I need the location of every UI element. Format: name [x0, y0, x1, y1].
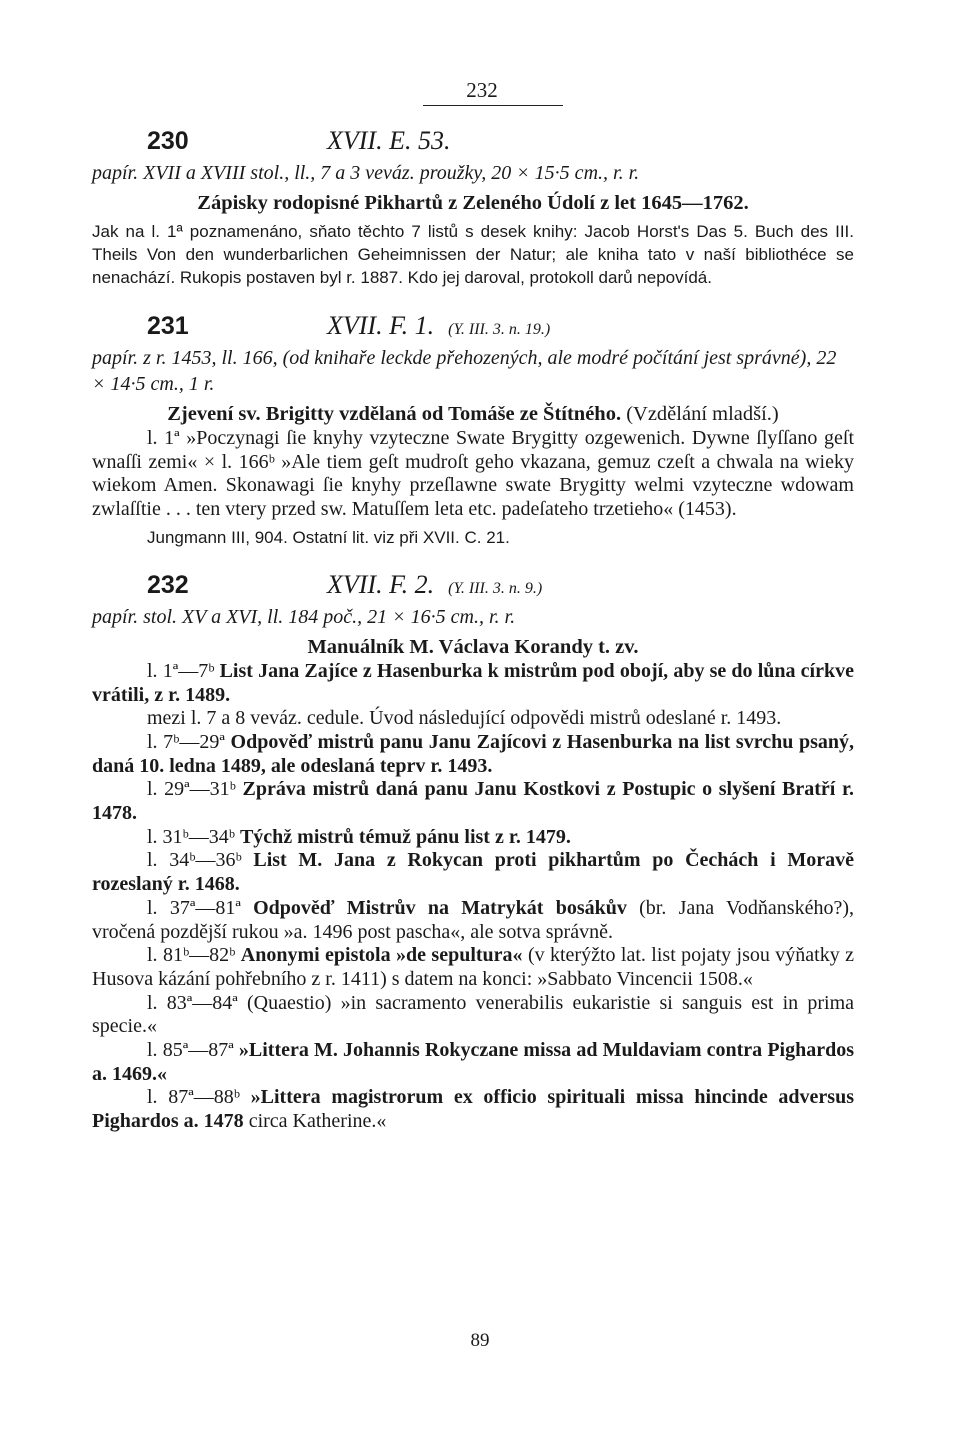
entry-description: Jak na l. 1ª poznamenáno, sňato těchto 7 listů s desek knihy: Jacob Horst's Das 5. Buch des III. Theils Von den wunderbarlichen Geheimnissen der Natur; ale kniha tato v naší bibliothéce se nenachází. Rukopis postaven byl r. 1887. Kdo jej daroval, protokoll darů nepovídá. [92, 222, 854, 287]
item-text: circa Katherine.« [248, 1110, 387, 1133]
item-title: Týchž mistrů témuž pánu list z r. 1479. [239, 825, 571, 848]
entry-signature: XVII. E. 53. [327, 126, 451, 155]
entry-heading [92, 126, 854, 156]
folio-reference: l. 37ª—81ª [147, 896, 254, 919]
folio-reference: l. 31ᵇ—34ᵇ [147, 825, 240, 848]
contents-item [92, 849, 854, 896]
item-title: List M. Jana z Rokycan proti pikhartům po Čechách i Moravě rozeslaný r. 1468. [92, 849, 854, 896]
page-number-bottom: 89 [470, 1330, 490, 1351]
folio-reference: l. 85ª—87ª [147, 1039, 239, 1062]
item-title: Odpověď Mistrův na Matrykát bosákův [253, 896, 640, 919]
entry-material: papír. XVII a XVIII stol., ll., 7 a 3 veváz. proužky, 20 × 15·5 cm., r. r. [92, 162, 640, 184]
folio-reference: l. 34ᵇ—36ᵇ [147, 849, 254, 872]
page-number-top: 232 [466, 78, 498, 102]
entry-title: Manuálník M. Václava Korandy t. zv. [307, 635, 639, 658]
entry-text: l. 1ª »Poczynagi ſie knyhy vzyteczne Swate Brygitty ozgewenich. Dywne ſlyſſano geſt wnaſſi zemi« × l. 166ᵇ »Ale tiem geſt mudroſt geho vkazana, gemuz czeſt a chwala na wieky wiekom Amen. Skonawagi ſie knyhy przeſlawne swate Brygitty welmi vzyteczne wdowam zwlaſſtie . . . ten vtery przed sw. Matuſſem leta etc. padeſateho trzetieho« (1453). [92, 427, 854, 521]
entry-number: 230 [147, 127, 189, 155]
entry-signature: XVII. F. 1. (Y. III. 3. n. 19.) [327, 311, 551, 340]
entry-title: Zjevení sv. Brigitty vzdělaná od Tomáše ze Štítného. (Vzdělání mladší.) [167, 403, 779, 425]
contents-item [92, 826, 854, 850]
entry-signature-note: (Y. III. 3. n. 19.) [448, 321, 551, 338]
item-text: (Quaestio) »in sacramento venerabilis eukaristie si sanguis est in prima specie.« [92, 991, 854, 1038]
contents-item [92, 992, 854, 1039]
item-title: »Littera magistrorum ex officio spirituali missa hincinde adversus Pighardos a. 1478 [92, 1086, 855, 1133]
entry-reference: Jungmann III, 904. Ostatní lit. viz při XVII. C. 21. [147, 527, 510, 547]
folio-reference: l. 29ª—31ᵇ [147, 778, 243, 801]
item-title: »Littera M. Johannis Rokyczane missa ad Muldaviam contra Pighardos a. 1469.« [92, 1039, 855, 1085]
contents-item [92, 944, 854, 991]
entry-heading [92, 570, 854, 600]
folio-reference: l. 81ᵇ—82ᵇ [147, 944, 241, 967]
entry-number: 231 [147, 312, 189, 340]
item-title: Odpověď mistrů panu Janu Zajícovi z Hasenburka na list svrchu psaný, daná 10. ledna 1489, ale odeslaná teprv r. 1493. [92, 730, 855, 777]
folio-reference: l. 83ª—84ª [147, 991, 247, 1014]
entry-number: 232 [147, 570, 189, 599]
contents-item [92, 731, 854, 778]
item-text: (v kterýžto lat. list pojaty jsou výňatky z Husova kázání pohřebního z r. 1411) s datem na konci: »Sabbato Vincencii 1508.« [92, 944, 854, 990]
contents-item [92, 778, 854, 825]
folio-reference: l. 7ᵇ—29ª [147, 730, 231, 753]
entry-title: Zápisky rodopisné Pikhartů z Zeleného Údolí z let 1645—1762. [197, 192, 749, 214]
entry-material: papír. stol. XV a XVI, ll. 184 poč., 21 × 16·5 cm., r. r. [92, 605, 516, 628]
entry-signature-note: (Y. III. 3. n. 9.) [448, 579, 543, 597]
folio-reference: l. 1ª—7ᵇ [147, 659, 220, 682]
header-rule [423, 105, 563, 106]
contents-item [92, 707, 854, 731]
contents-list [92, 660, 854, 1134]
item-title: Anonymi epistola »de sepultura« [240, 944, 528, 967]
entry-signature: XVII. F. 2. (Y. III. 3. n. 9.) [327, 569, 543, 599]
contents-item [92, 897, 854, 944]
contents-item [92, 1086, 854, 1133]
item-title: Zpráva mistrů daná panu Janu Kostkovi z Postupic o slyšení Bratří r. 1478. [92, 778, 855, 825]
contents-item [92, 660, 854, 707]
item-text: (br. Jana Vodňanského?), vročená pozdější rukou »a. 1496 post pascha«, ale sotva správně. [92, 896, 854, 943]
folio-reference: l. 87ª—88ᵇ [147, 1086, 251, 1109]
entry-material: papír. z r. 1453, ll. 166, (od knihaře leckde přehozených, ale modré počítání jest správné), 22 × 14·5 cm., 1 r. [92, 347, 837, 395]
item-text: mezi l. 7 a 8 veváz. cedule. Úvod následující odpovědi mistrů odeslané r. 1493. [147, 707, 782, 730]
page [92, 78, 854, 1134]
contents-item [92, 1039, 854, 1086]
item-title: List Jana Zajíce z Hasenburka k mistrům pod obojí, aby se do lůna církve vrátili, z r. 1489. [92, 659, 854, 706]
entry-heading [92, 311, 854, 341]
entry-title-extra: (Vzdělání mladší.) [626, 403, 779, 425]
